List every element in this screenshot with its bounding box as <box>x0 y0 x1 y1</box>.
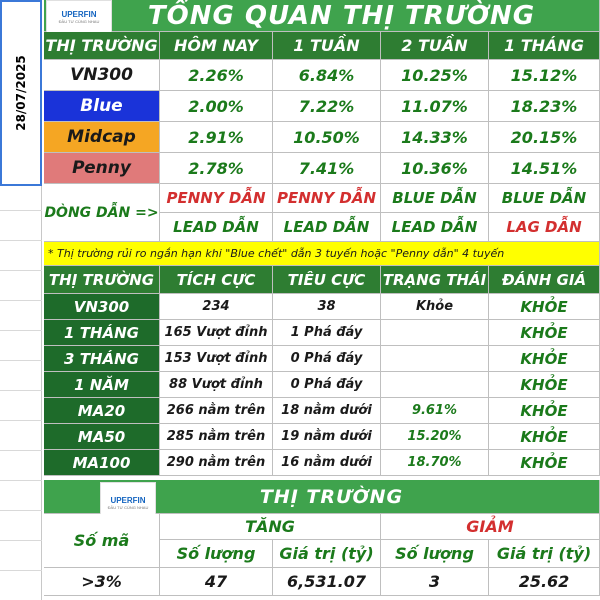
logo-text: UPERFIN <box>110 496 146 505</box>
overview-cell: 2.78% <box>160 153 273 184</box>
row-gridline <box>0 570 42 571</box>
breadth-row-label: MA20 <box>44 398 160 424</box>
breadth-positive: 153 Vượt đỉnh <box>160 346 273 372</box>
row-gridline <box>0 270 42 271</box>
breadth-status <box>381 346 489 372</box>
market-row-label: >3% <box>44 568 160 596</box>
date-label: 28/07/2025 <box>14 55 28 131</box>
breadth-row-label: MA100 <box>44 450 160 476</box>
row-gridline <box>0 420 42 421</box>
leading-cell: BLUE DẪN <box>489 184 600 213</box>
market-sub-header: Số lượng <box>160 540 273 568</box>
page-title: TỔNG QUAN THỊ TRƯỜNG <box>44 0 600 32</box>
market-cell: 3 <box>381 568 489 596</box>
row-gridline <box>0 330 42 331</box>
breadth-row-label: VN300 <box>44 294 160 320</box>
leading-cell: BLUE DẪN <box>381 184 489 213</box>
overview-cell: 10.50% <box>273 122 381 153</box>
overview-cell: 15.12% <box>489 60 600 91</box>
overview-cell: 2.00% <box>160 91 273 122</box>
logo-tagline: ĐẦU TƯ CÙNG NHAU <box>58 19 100 24</box>
breadth-header-1: TÍCH CỰC <box>160 266 273 294</box>
row-gridline <box>0 480 42 481</box>
breadth-row-label: MA50 <box>44 424 160 450</box>
leading-cell: LEAD DẪN <box>381 213 489 242</box>
breadth-positive: 234 <box>160 294 273 320</box>
brand-logo <box>46 0 112 34</box>
breadth-rating: KHỎE <box>489 320 600 346</box>
logo-tagline: ĐẦU TƯ CÙNG NHAU <box>107 505 149 510</box>
breadth-rating: KHỎE <box>489 424 600 450</box>
overview-cell: 20.15% <box>489 122 600 153</box>
breadth-header-4: ĐÁNH GIÁ <box>489 266 600 294</box>
overview-header-4: 1 THÁNG <box>489 32 600 60</box>
breadth-header-0: THỊ TRƯỜNG <box>44 266 160 294</box>
breadth-negative: 18 nằm dưới <box>273 398 381 424</box>
market-sub-header: Số lượng <box>381 540 489 568</box>
overview-cell: 7.41% <box>273 153 381 184</box>
breadth-status: 9.61% <box>381 398 489 424</box>
overview-row-label: Penny <box>44 153 160 184</box>
breadth-negative: 0 Phá đáy <box>273 346 381 372</box>
breadth-rating: KHỎE <box>489 372 600 398</box>
leading-cell: LEAD DẪN <box>160 213 273 242</box>
overview-header-1: HÔM NAY <box>160 32 273 60</box>
row-gridline <box>0 300 42 301</box>
breadth-row-label: 3 THÁNG <box>44 346 160 372</box>
market-cell: 47 <box>160 568 273 596</box>
row-gridline <box>0 390 42 391</box>
overview-row-label: Blue <box>44 91 160 122</box>
breadth-row-label: 1 NĂM <box>44 372 160 398</box>
giam-header: GIẢM <box>381 514 600 540</box>
overview-cell: 11.07% <box>381 91 489 122</box>
overview-header-0: THỊ TRƯỜNG <box>44 32 160 60</box>
row-gridline <box>0 540 42 541</box>
market-cell: 6,531.07 <box>273 568 381 596</box>
market-title: THỊ TRƯỜNG <box>44 480 600 514</box>
market-sub-header: Giá trị (tỷ) <box>273 540 381 568</box>
row-gridline <box>0 450 42 451</box>
breadth-rating: KHỎE <box>489 346 600 372</box>
breadth-negative: 0 Phá đáy <box>273 372 381 398</box>
leading-label: DÒNG DẪN => <box>44 184 160 242</box>
row-gridline <box>0 510 42 511</box>
overview-header-2: 1 TUẦN <box>273 32 381 60</box>
overview-cell: 6.84% <box>273 60 381 91</box>
overview-cell: 10.36% <box>381 153 489 184</box>
overview-cell: 10.25% <box>381 60 489 91</box>
overview-cell: 7.22% <box>273 91 381 122</box>
breadth-header-2: TIÊU CỰC <box>273 266 381 294</box>
overview-header-3: 2 TUẦN <box>381 32 489 60</box>
overview-cell: 18.23% <box>489 91 600 122</box>
overview-row-label: Midcap <box>44 122 160 153</box>
breadth-status: 18.70% <box>381 450 489 476</box>
row-gridline <box>0 210 42 211</box>
tang-header: TĂNG <box>160 514 381 540</box>
breadth-negative: 19 nằm dưới <box>273 424 381 450</box>
market-cell: 25.62 <box>489 568 600 596</box>
breadth-rating: KHỎE <box>489 294 600 320</box>
breadth-positive: 88 Vượt đỉnh <box>160 372 273 398</box>
leading-cell: LAG DẪN <box>489 213 600 242</box>
leading-cell: PENNY DẪN <box>273 184 381 213</box>
breadth-rating: KHỎE <box>489 450 600 476</box>
breadth-positive: 285 nằm trên <box>160 424 273 450</box>
breadth-rating: KHỎE <box>489 398 600 424</box>
breadth-negative: 1 Phá đáy <box>273 320 381 346</box>
row-gridline <box>0 360 42 361</box>
breadth-status <box>381 320 489 346</box>
date-cell[interactable] <box>0 0 42 186</box>
breadth-negative: 38 <box>273 294 381 320</box>
so-ma-label: Số mã <box>44 514 160 568</box>
breadth-positive: 266 nằm trên <box>160 398 273 424</box>
leading-cell: PENNY DẪN <box>160 184 273 213</box>
breadth-row-label: 1 THÁNG <box>44 320 160 346</box>
breadth-header-3: TRẠNG THÁI <box>381 266 489 294</box>
market-sub-header: Giá trị (tỷ) <box>489 540 600 568</box>
breadth-negative: 16 nằm dưới <box>273 450 381 476</box>
overview-cell: 14.51% <box>489 153 600 184</box>
breadth-status <box>381 372 489 398</box>
overview-cell: 2.26% <box>160 60 273 91</box>
overview-cell: 2.91% <box>160 122 273 153</box>
breadth-positive: 290 nằm trên <box>160 450 273 476</box>
overview-cell: 14.33% <box>381 122 489 153</box>
breadth-status: 15.20% <box>381 424 489 450</box>
breadth-status: Khỏe <box>381 294 489 320</box>
breadth-positive: 165 Vượt đỉnh <box>160 320 273 346</box>
risk-note: * Thị trường rủi ro ngắn hạn khi "Blue chết" dẫn 3 tuyến hoặc "Penny dẫn" 4 tuyến <box>44 242 600 266</box>
overview-row-label: VN300 <box>44 60 160 91</box>
overview-sheet <box>44 0 600 600</box>
logo-text: UPERFIN <box>61 10 97 19</box>
leading-cell: LEAD DẪN <box>273 213 381 242</box>
row-gridline <box>0 240 42 241</box>
